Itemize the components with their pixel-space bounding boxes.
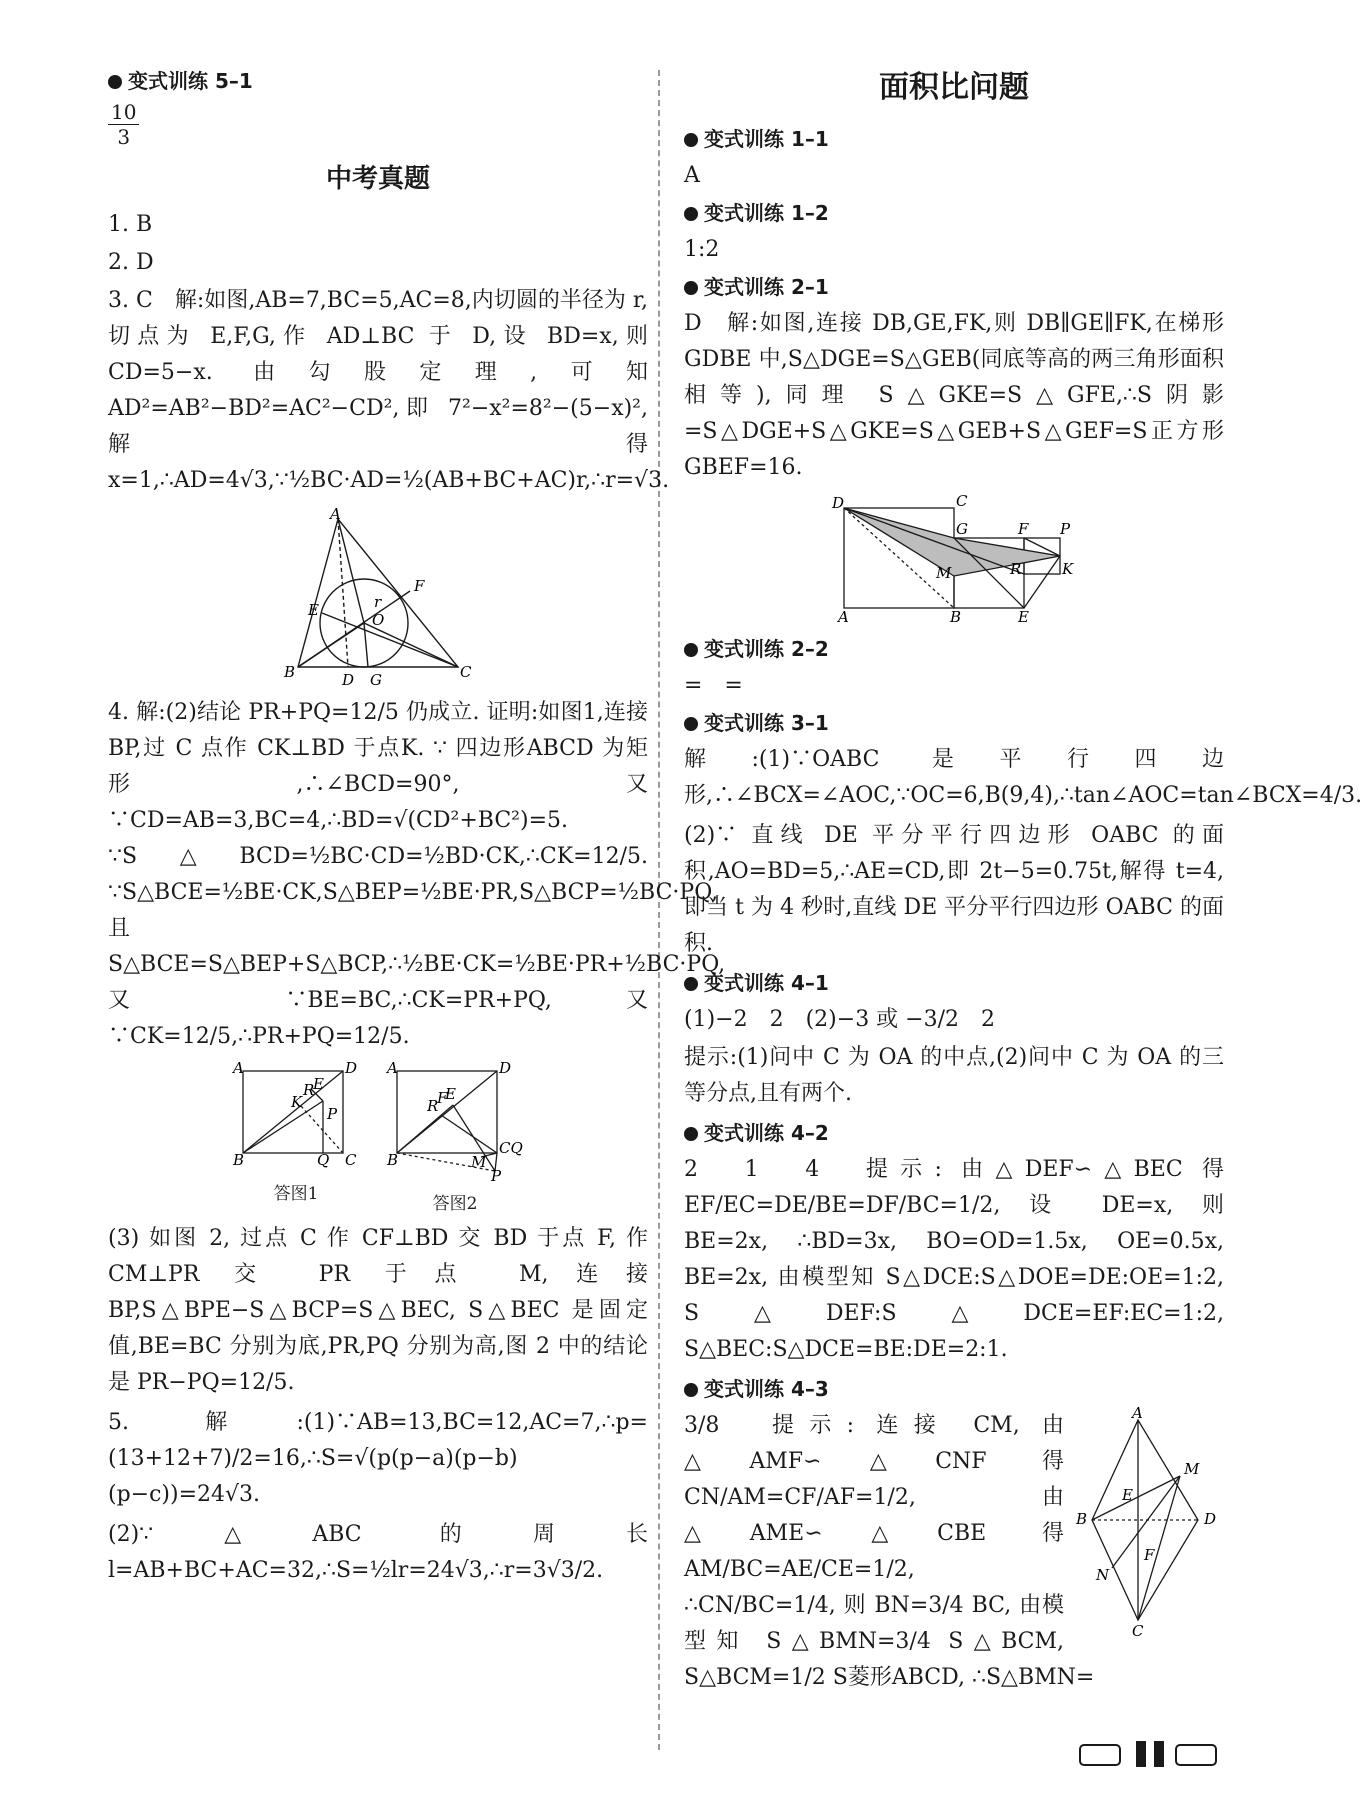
fig4-label-r: R (1010, 560, 1022, 578)
fig3-label-cq: CQ (499, 1139, 523, 1157)
solution-q4-part2: 4. 解:(2)结论 PR+PQ=12/5 仍成立. 证明:如图1,连接 BP,过 C 点作 CK⊥BD 于点K. ∵ 四边形ABCD 为矩形,∴∠BCD=90°,又 ∵CD=AB=3,BC=4,∴BD=√(CD²+BC²)=5. ∵S△BCD=½BC·CD=½BD·CK,∴CK=12/5. ∵S△BCE=½BE·CK,S△BEP=½BE·PR,S△BCP=½BC·PQ,且 S△BCE=S△BEP+S△BCP,∴½BE·CK=½BE·PR+½BC·PQ,又 ∵BE=BC,∴CK=PR+PQ,又 ∵CK=12/5,∴PR+PQ=12/5. (108, 700, 726, 1049)
fig5-label-f: F (1144, 1546, 1155, 1564)
column-divider (658, 70, 660, 1750)
bullet-icon (684, 207, 698, 221)
page-corner-mark-icon (1080, 1739, 1240, 1769)
fig3-label-p: P (491, 1167, 502, 1185)
solution-4-3-block (684, 1404, 1224, 1696)
fig2-label-c: C (345, 1151, 357, 1169)
bullet-icon (684, 977, 698, 991)
fig2-label-b: B (233, 1151, 245, 1169)
solution-q5-part2: (2)∵△ABC 的周长 l=AB+BC+AC=32,∴S=½lr=24√3,∴r=3√3/2. (108, 1522, 648, 1583)
exercise-label-5-1 (108, 64, 648, 98)
solution-q5-part1: 5. 解:(1)∵AB=13,BC=12,AC=7,∴p=(13+12+7)/2=16,∴S=√(p(p−a)(p−b)(p−c))=24√3. (108, 1410, 648, 1507)
bullet-icon (684, 643, 698, 657)
fraction-numerator: 10 (108, 100, 139, 125)
fig4-label-c: C (956, 492, 968, 510)
exercise-label-text: 变式训练 3–1 (704, 711, 829, 735)
hint-4-1: 提示:(1)问中 C 为 OA 的中点,(2)问中 C 为 OA 的三等分点,且有两个. (684, 1045, 1224, 1106)
right-column (684, 62, 1362, 1700)
left-column (108, 62, 726, 1593)
fig5-label-m: M (1184, 1460, 1200, 1478)
exercise-label-2-1 (684, 270, 1224, 304)
fig5-label-e: E (1122, 1486, 1133, 1504)
fig4-label-a: A (838, 608, 849, 626)
fig3-label-m: M (471, 1153, 487, 1171)
exercise-label-3-1 (684, 706, 1224, 740)
rhombus-figure (1074, 1404, 1224, 1640)
exercise-label-text: 变式训练 1–1 (704, 127, 829, 151)
fig-label-o: O (372, 611, 385, 629)
answer-figure-1 (231, 1061, 361, 1215)
exercise-label-1-2 (684, 196, 1224, 230)
fig2-label-r: R (303, 1081, 315, 1099)
exercise-label-text: 变式训练 5–1 (128, 69, 253, 93)
answer-figure-1-svg (231, 1061, 361, 1171)
solution-4-3: 3/8 提示: 连接 CM, 由△AMF∽△CNF 得 CN/AM=CF/AF=1/2, 由△AME∽△CBE 得 AM/BC=AE/CE=1/2, ∴CN/BC=1/4, 则 BN=3/4 BC, 由模型知 S△BMN=3/4 S△BCM, S△BCM=1/2 S菱形ABCD, ∴S△BMN= (684, 1413, 1095, 1690)
exercise-label-text: 变式训练 2–1 (704, 275, 829, 299)
fig2-label-a: A (233, 1059, 244, 1077)
rectangle-figures (108, 1061, 648, 1215)
bullet-icon (684, 133, 698, 147)
answer-2-2: = = (684, 673, 743, 698)
fig4-label-k: K (1062, 560, 1074, 578)
fig3-label-d: D (499, 1059, 512, 1077)
answer-1-2: 1:2 (684, 237, 720, 262)
solution-4-2: 2 1 4 提示: 由△DEF∽△BEC 得 EF/EC=DE/BE=DF/BC=1/2, 设 DE=x, 则 BE=2x, ∴BD=3x, BO=OD=1.5x, OE=0.5x, BE=2x, 由模型知 S△DCE:S△DOE=DE:OE=1:2, S△DEF:S△DCE=EF:EC=1:2, S△BEC:S△DCE=BE:DE=2:1. (684, 1157, 1224, 1362)
fig4-label-b: B (950, 608, 962, 626)
fig4-label-g: G (956, 520, 968, 538)
bullet-icon (684, 1383, 698, 1397)
exercise-label-4-1 (684, 966, 1224, 1000)
fig3-label-r: R (427, 1097, 439, 1115)
exercise-label-text: 变式训练 4–3 (704, 1377, 829, 1401)
fig-label-b: B (284, 663, 296, 681)
fig-label-d: D (342, 671, 355, 689)
fig5-label-d: D (1204, 1510, 1217, 1528)
answer-q2: 2. D (108, 250, 154, 275)
fig2-label-p: P (327, 1105, 338, 1123)
fraction-denominator: 3 (117, 125, 131, 149)
solution-3-1-part2: (2)∵ 直线 DE 平分平行四边形 OABC 的面积,AO=BD=5,∴AE=CD,即 2t−5=0.75t,解得 t=4,即当 t 为 4 秒时,直线 DE 平分平行四边形 OABC 的面积. (684, 823, 1224, 956)
solution-2-1: D 解:如图,连接 DB,GE,FK,则 DB∥GE∥FK,在梯形 GDBE 中,S△DGE=S△GEB(同底等高的两三角形面积相等),同理 S△GKE=S△GFE,∴S阴影=S△DGE+S△GKE=S△GEB+S△GEF=S正方形GBEF=16. (684, 311, 1224, 480)
fig3-label-f: F (437, 1089, 448, 1107)
fig-label-g: G (370, 671, 382, 689)
fig5-label-n: N (1096, 1566, 1110, 1584)
bullet-icon (684, 1127, 698, 1141)
fig-label-c: C (460, 663, 472, 681)
fig-label-a: A (330, 505, 341, 523)
answer-figure-2 (385, 1061, 525, 1215)
fig3-label-a: A (387, 1059, 398, 1077)
exercise-label-4-2 (684, 1116, 1224, 1150)
bullet-icon (684, 281, 698, 295)
fig3-label-e: E (445, 1085, 456, 1103)
fig2-label-d: D (345, 1059, 358, 1077)
fig4-label-f: F (1018, 520, 1029, 538)
answer-4-1: (1)−2 2 (2)−3 或 −3/2 2 (684, 1007, 996, 1032)
fig5-label-b: B (1076, 1510, 1088, 1528)
bullet-icon (108, 75, 122, 89)
exercise-label-text: 变式训练 4–2 (704, 1121, 829, 1145)
bullet-icon (684, 717, 698, 731)
answer-q1: 1. B (108, 212, 153, 237)
exercise-label-2-2 (684, 632, 1224, 666)
exercise-label-text: 变式训练 1–2 (704, 201, 829, 225)
fig4-label-e: E (1018, 608, 1029, 626)
fig4-label-m: M (936, 564, 952, 582)
solution-q3: 3. C 解:如图,AB=7,BC=5,AC=8,内切圆的半径为 r,切点为 E,F,G,作 AD⊥BC 于 D,设 BD=x,则 CD=5−x. 由勾股定理,可知 AD²=AB²−BD²=AC²−CD²,即 7²−x²=8²−(5−x)²,解得 x=1,∴AD=4√3,∵½BC·AD=½(AB+BC+AC)r,∴r=√3. (108, 288, 670, 493)
solution-q4-part3: (3) 如图 2, 过点 C 作 CF⊥BD 交 BD 于点 F, 作 CM⊥PR 交 PR 于点 M,连接 BP,S△BPE−S△BCP=S△BEC, S△BEC 是固定值,BE=BC 分别为底,PR,PQ 分别为高,图 2 中的结论是 PR−PQ=12/5. (108, 1226, 648, 1395)
section-title-exam: 中考真题 (325, 164, 430, 194)
exercise-label-1-1 (684, 122, 1224, 156)
fig-label-f: F (414, 577, 425, 595)
squares-shaded-figure (824, 494, 1084, 624)
section-title-area-ratio: 面积比问题 (879, 70, 1029, 105)
fig2-label-k: K (291, 1093, 303, 1111)
fig2-label-e: E (313, 1075, 324, 1093)
fig5-label-c: C (1132, 1622, 1144, 1640)
answer-1-1: A (684, 163, 700, 188)
solution-3-1-part1: 解:(1)∵OABC 是平行四边形,∴∠BCX=∠AOC,∵OC=6,B(9,4),∴tan∠AOC=tan∠BCX=4/3. (684, 747, 1362, 808)
fig5-label-a: A (1132, 1404, 1143, 1422)
fig4-label-d: D (832, 494, 845, 512)
answer-figure-2-svg (385, 1059, 525, 1185)
exercise-label-text: 变式训练 4–1 (704, 971, 829, 995)
fig2-label-q: Q (317, 1151, 330, 1169)
incircle-triangle-figure (278, 507, 478, 687)
fig-label-e: E (308, 601, 319, 619)
fig3-label-b: B (387, 1151, 399, 1169)
figure-caption-2: 答图2 (432, 1194, 478, 1214)
figure-caption-1: 答图1 (273, 1184, 319, 1204)
fig-label-r: r (374, 593, 382, 611)
fig4-label-p: P (1060, 520, 1071, 538)
exercise-label-4-3 (684, 1372, 1224, 1406)
exercise-label-text: 变式训练 2–2 (704, 637, 829, 661)
answer-5-1 (108, 100, 648, 149)
